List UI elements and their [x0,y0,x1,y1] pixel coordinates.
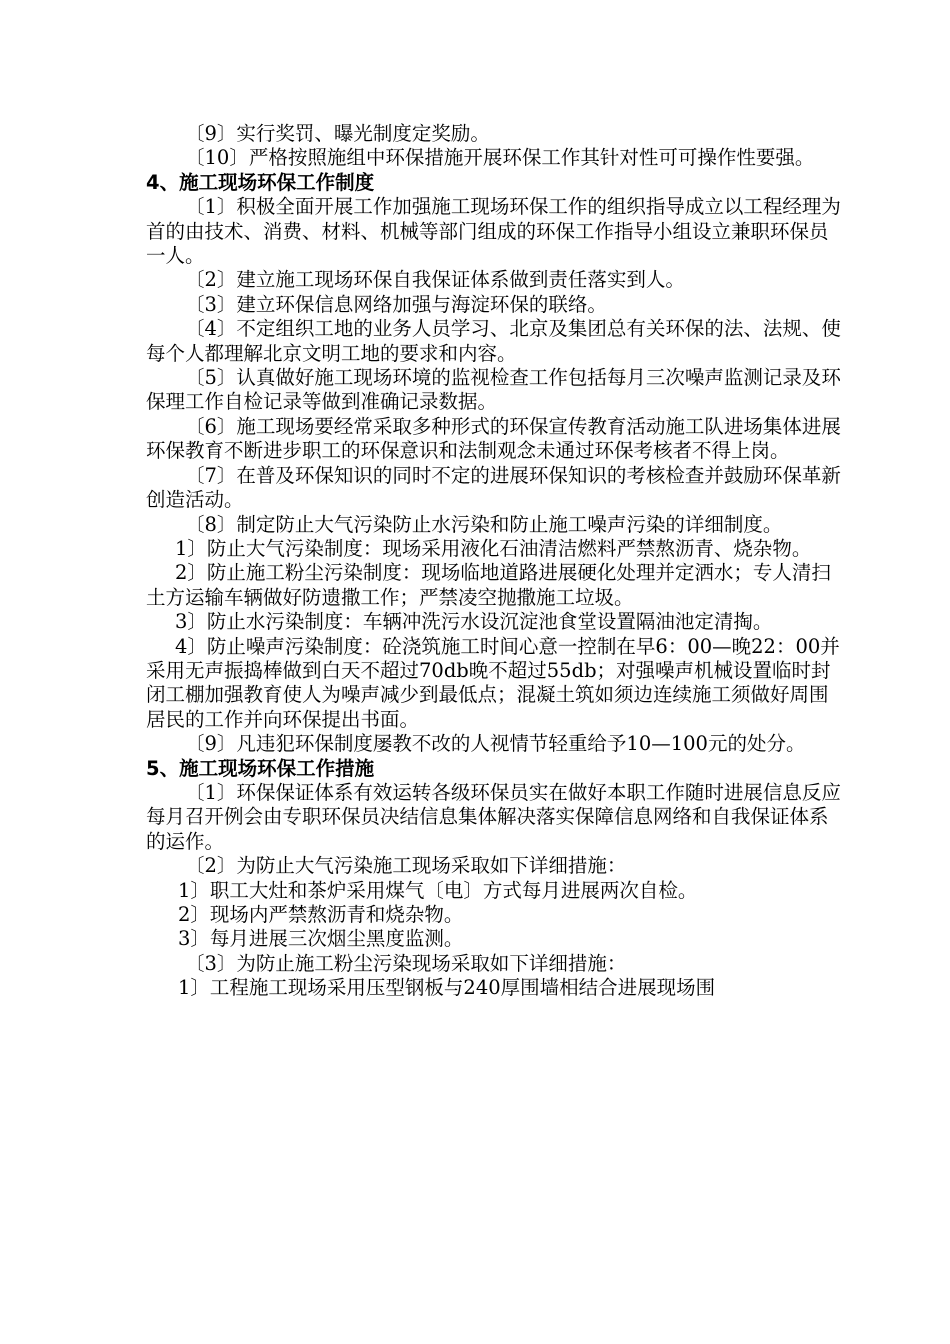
sub-paragraph: 4〕防止噪声污染制度：砼浇筑施工时间心意一控制在早6：00—晚22：00并采用无声振捣棒做到白天不超过70db晚不超过55db；对强噪声机械设置临时封闭工棚加强教育使人为噪声减少到最低点；混凝土筑如须边连续施工须做好周围居民的工作并向环保提出书面。 [146,634,840,731]
paragraph: 〔9〕凡违犯环保制度屡教不改的人视情节轻重给予10—100元的处分。 [185,732,806,756]
paragraph: 〔3〕为防止施工粉尘污染现场采取如下详细措施： [185,951,627,975]
sub-paragraph: 3〕防止水污染制度：车辆冲洗污水设沉淀池食堂设置隔油池定清掏。 [175,610,773,634]
sub-paragraph: 3〕每月进展三次烟尘黑度监测。 [178,927,464,951]
paragraph: 〔5〕认真做好施工现场环境的监视检查工作包括每月三次噪声监测记录及环保理工作自检记录等做到准确记录数据。 [146,366,841,414]
paragraph: 〔1〕环保保证体系有效运转各级环保员实在做好本职工作随时进展信息反应每月召开例会由专职环保员决结信息集体解决落实保障信息网络和自我保证体系的运作。 [146,780,841,853]
sub-paragraph: 1〕工程施工现场采用压型钢板与240厚围墙相结合进展现场围 [178,976,716,1000]
paragraph: 〔2〕为防止大气污染施工现场采取如下详细措施： [185,854,627,878]
sub-paragraph: 1〕职工大灶和茶炉采用煤气〔电〕方式每月进展两次自检。 [178,878,698,902]
paragraph: 〔6〕施工现场要经常采取多种形式的环保宣传教育活动施工队进场集体进展环保教育不断进步职工的环保意识和法制观念未通过环保考核者不得上岗。 [146,414,841,463]
sub-paragraph: 2〕防止施工粉尘污染制度：现场临地道路进展硬化处理并定洒水；专人清扫土方运输车辆做好防遗撒工作；严禁凌空抛撒施工垃圾。 [146,561,831,609]
paragraph: 〔9〕实行奖罚、曝光制度定奖励。 [185,122,490,145]
paragraph: 〔3〕建立环保信息网络加强与海淀环保的联络。 [185,292,607,316]
paragraph: 〔4〕不定组织工地的业务人员学习、北京及集团总有关环保的法、法规、使每个人都理解北京文明工地的要求和内容。 [146,317,841,365]
paragraph: 〔2〕建立施工现场环保自我保证体系做到责任落实到人。 [185,268,685,292]
document-page [146,122,846,1001]
paragraph: 〔10〕严格按照施组中环保措施开展环保工作其针对性可可操作性要强。 [185,146,815,170]
paragraph: 〔8〕制定防止大气污染防止水污染和防止施工噪声污染的详细制度。 [185,512,783,536]
section-heading: 5、施工现场环保工作措施 [146,756,375,780]
paragraph: 〔1〕积极全面开展工作加强施工现场环保工作的组织指导成立以工程经理为首的由技术、消费、材料、机械等部门组成的环保工作指导小组设立兼职环保员一人。 [146,195,841,268]
paragraph: 〔7〕在普及环保知识的同时不定的进展环保知识的考核检查并鼓励环保革新创造活动。 [146,463,841,512]
sub-paragraph: 1〕防止大气污染制度：现场采用液化石油清洁燃料严禁熬沥青、烧杂物。 [175,536,812,560]
sub-paragraph: 2〕现场内严禁熬沥青和烧杂物。 [178,903,464,926]
section-heading: 4、施工现场环保工作制度 [146,170,375,194]
